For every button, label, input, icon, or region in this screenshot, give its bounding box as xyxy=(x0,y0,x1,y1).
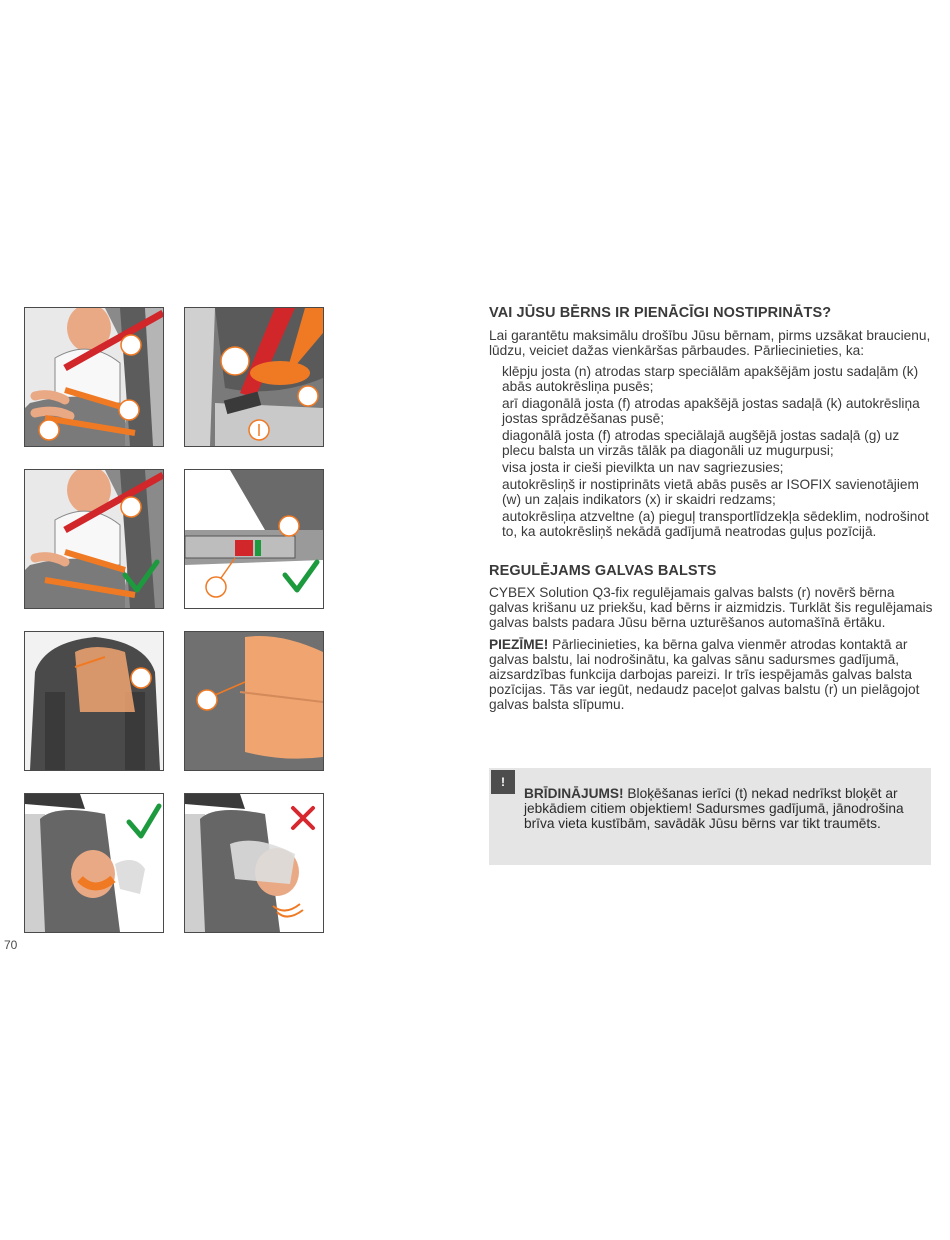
illustration-belt-routing-correct xyxy=(24,469,164,609)
page-number: 70 xyxy=(4,938,18,952)
note-label: PIEZĪME! xyxy=(489,637,549,652)
list-item: klēpju josta (n) atrodas starp speciālām apakšējām jostu sadaļām (k) abās autokrēsliņa pusēs; xyxy=(502,364,919,394)
illustration-headrest-closeup xyxy=(184,631,324,771)
warning-body: Bloķēšanas ierīci (t) nekad nedrīkst bloķēt ar jebkādiem citiem objektiem! Sadursmes gadījumā, jānodrošina brīva vieta kustībām, savādāk Jūsu bērns var tikt traumēts. xyxy=(524,786,904,831)
section-title-headrest: REGULĒJAMS GALVAS BALSTS xyxy=(489,563,717,579)
warning-label: BRĪDINĀJUMS! xyxy=(524,786,624,801)
list-item: autokrēsliņa atzveltne (a) pieguļ transportlīdzekļa sēdeklim, nodrošinot to, ka autokrēsliņš nekādā gadījumā neatrodas guļus pozīcijā. xyxy=(502,509,929,539)
illustration-side-impact-incorrect xyxy=(184,793,324,933)
illustration-belt-routing-lap-side xyxy=(24,307,164,447)
list-item: visa josta ir cieši pievilkta un nav sagriezusies; xyxy=(502,460,784,475)
illustration-belt-buckle-closeup xyxy=(184,307,324,447)
section-intro: Lai garantētu maksimālu drošību Jūsu bērnam, pirms uzsākat braucienu, lūdzu, veiciet dažas vienkāršas pārbaudes. Pārliecinieties, ka: xyxy=(489,328,931,358)
warning-box xyxy=(489,768,931,865)
headrest-description: CYBEX Solution Q3-fix regulējamais galvas balsts (r) novērš bērna galvas krišanu uz priekšu, kad bērns ir aizmidzis. Turklāt šis regulējamais galvas balsts padara Jūsu bērna uzturēšanos automašīnā ērtāku. xyxy=(489,585,933,630)
illustration-side-impact-correct xyxy=(24,793,164,933)
section-title-secure-check: VAI JŪSU BĒRNS IR PIENĀCĪGI NOSTIPRINĀTS? xyxy=(489,305,832,321)
list-item: diagonālā josta (f) atrodas speciālajā augšējā jostas sadaļā (g) uz plecu balsta un virzās tālāk pa diagonāli uz mugurpusi; xyxy=(502,428,900,458)
warning-text xyxy=(524,786,924,831)
warning-icon: ! xyxy=(491,770,515,794)
list-item: arī diagonālā josta (f) atrodas apakšējā jostas sadaļā (k) autokrēsliņa jostas sprādzēšanas pusē; xyxy=(502,396,920,426)
headrest-note xyxy=(489,637,934,712)
illustration-headrest-adjust xyxy=(24,631,164,771)
note-text: Pārliecinieties, ka bērna galva vienmēr atrodas kontaktā ar galvas balstu, lai nodrošinātu, ka galvas sānu sadursmes gadījumā, aizsardzības funkcija darbojas pareizi. Ir trīs iespējamās galvas balsta pozīcijas. Tās var iegūt, nedaudz paceļot galvas balstu (r) un pielāgojot galvas balsta slīpumu. xyxy=(489,637,920,712)
illustration-isofix-indicator-correct xyxy=(184,469,324,609)
check-list xyxy=(502,364,934,539)
instructions-column xyxy=(489,305,934,712)
list-item: autokrēsliņš ir nostiprināts vietā abās pusēs ar ISOFIX savienotājiem (w) un zaļais indikators (x) ir skaidri redzams; xyxy=(502,477,919,507)
